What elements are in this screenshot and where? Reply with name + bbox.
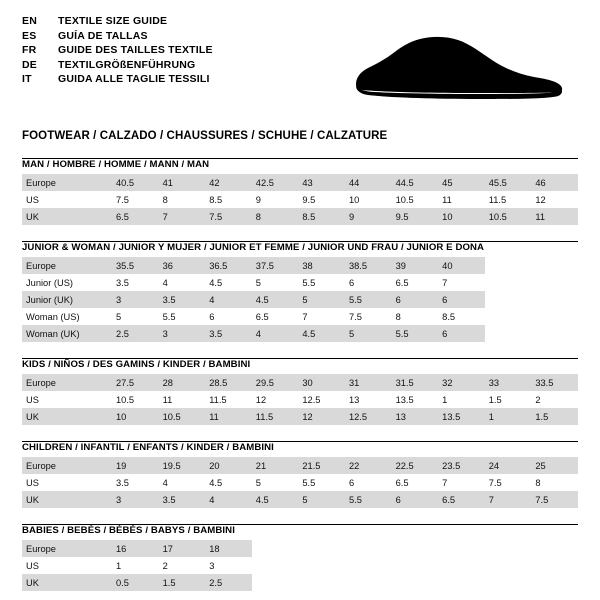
table-cell: 12.5 (298, 391, 345, 408)
section-title: MAN / HOMBRE / HOMME / MANN / MAN (22, 159, 210, 170)
table-cell: 13.5 (438, 408, 485, 425)
table-cell (345, 557, 392, 574)
table-cell: 42 (205, 174, 252, 191)
table-cell: 35.5 (112, 257, 159, 274)
language-title: GUIDE DES TAILLES TEXTILE (58, 44, 213, 56)
table-cell: 37.5 (252, 257, 299, 274)
row-label: UK (22, 208, 112, 225)
table-cell: 11 (438, 191, 485, 208)
table-cell: 6 (438, 291, 485, 308)
size-sections (22, 158, 578, 591)
table-cell (531, 557, 578, 574)
size-section (22, 158, 578, 225)
table-cell: 36 (159, 257, 206, 274)
table-cell: 4.5 (252, 491, 299, 508)
table-cell: 7 (485, 491, 532, 508)
table-cell: 6.5 (392, 474, 439, 491)
table-cell: 6 (438, 325, 485, 342)
table-cell: 3 (159, 325, 206, 342)
table-cell: 4.5 (298, 325, 345, 342)
table-cell: 1 (438, 391, 485, 408)
table-cell: 4 (159, 274, 206, 291)
table-cell: 46 (531, 174, 578, 191)
table-row (22, 274, 578, 291)
table-cell: 10.5 (485, 208, 532, 225)
size-table (22, 457, 578, 508)
table-cell: 19.5 (159, 457, 206, 474)
table-cell: 41 (159, 174, 206, 191)
table-cell: 9 (252, 191, 299, 208)
table-cell: 29.5 (252, 374, 299, 391)
table-cell: 12.5 (345, 408, 392, 425)
table-cell: 5.5 (345, 491, 392, 508)
table-row (22, 291, 578, 308)
table-cell (485, 308, 532, 325)
table-cell (392, 557, 439, 574)
table-cell: 11.5 (205, 391, 252, 408)
row-label: US (22, 391, 112, 408)
table-cell (252, 574, 299, 591)
table-cell: 7 (438, 274, 485, 291)
table-cell: 6.5 (112, 208, 159, 225)
table-cell (485, 274, 532, 291)
row-label: Europe (22, 374, 112, 391)
table-row (22, 457, 578, 474)
table-cell: 1.5 (531, 408, 578, 425)
table-cell (392, 574, 439, 591)
table-cell: 21.5 (298, 457, 345, 474)
table-cell (531, 291, 578, 308)
row-label: US (22, 191, 112, 208)
table-cell: 8 (159, 191, 206, 208)
table-cell: 44.5 (392, 174, 439, 191)
table-cell: 4 (159, 474, 206, 491)
table-cell: 4 (205, 291, 252, 308)
table-cell: 3.5 (112, 474, 159, 491)
table-cell (298, 540, 345, 557)
table-cell: 6.5 (252, 308, 299, 325)
table-cell: 9 (345, 208, 392, 225)
table-cell: 25 (531, 457, 578, 474)
table-cell (485, 325, 532, 342)
table-cell: 5 (345, 325, 392, 342)
language-code: DE (22, 58, 37, 71)
table-cell: 3 (112, 291, 159, 308)
table-row (22, 408, 578, 425)
table-row (22, 257, 578, 274)
table-cell: 7.5 (485, 474, 532, 491)
table-cell: 5.5 (159, 308, 206, 325)
table-cell: 3.5 (159, 291, 206, 308)
table-cell: 5 (298, 291, 345, 308)
language-row (22, 29, 213, 44)
table-cell: 19 (112, 457, 159, 474)
table-cell (438, 557, 485, 574)
table-cell (485, 291, 532, 308)
table-cell: 9.5 (392, 208, 439, 225)
table-cell: 3.5 (205, 325, 252, 342)
table-cell: 6 (392, 491, 439, 508)
table-cell: 4 (252, 325, 299, 342)
table-cell: 32 (438, 374, 485, 391)
table-cell: 6 (345, 274, 392, 291)
size-table (22, 540, 578, 591)
table-cell: 28 (159, 374, 206, 391)
row-label: Junior (UK) (22, 291, 112, 308)
table-cell: 6.5 (438, 491, 485, 508)
table-cell: 12 (531, 191, 578, 208)
language-code: ES (22, 29, 37, 42)
table-cell: 8.5 (438, 308, 485, 325)
table-cell: 31 (345, 374, 392, 391)
table-cell: 22 (345, 457, 392, 474)
table-cell: 8.5 (298, 208, 345, 225)
language-title: GUÍA DE TALLAS (58, 29, 148, 42)
table-cell: 10 (438, 208, 485, 225)
size-section (22, 524, 578, 591)
table-cell: 8 (392, 308, 439, 325)
table-cell: 7 (298, 308, 345, 325)
table-cell (531, 308, 578, 325)
size-section (22, 241, 578, 342)
table-cell: 36.5 (205, 257, 252, 274)
table-cell: 3 (205, 557, 252, 574)
table-cell: 4 (205, 491, 252, 508)
table-cell (531, 574, 578, 591)
table-row (22, 174, 578, 191)
table-cell: 5.5 (345, 291, 392, 308)
table-row (22, 557, 578, 574)
table-cell: 10.5 (112, 391, 159, 408)
table-cell: 1.5 (159, 574, 206, 591)
table-cell: 22.5 (392, 457, 439, 474)
table-cell: 28.5 (205, 374, 252, 391)
document-header (22, 14, 578, 114)
table-cell: 4.5 (205, 274, 252, 291)
table-cell: 0.5 (112, 574, 159, 591)
size-table (22, 174, 578, 225)
table-cell: 1 (485, 408, 532, 425)
table-cell: 7.5 (205, 208, 252, 225)
language-row (22, 43, 213, 58)
language-row (22, 58, 213, 73)
table-cell: 9.5 (298, 191, 345, 208)
table-cell: 17 (159, 540, 206, 557)
page-title: FOOTWEAR / CALZADO / CHAUSSURES / SCHUHE / CALZATURE (22, 130, 388, 142)
table-cell: 40 (438, 257, 485, 274)
language-title: GUIDA ALLE TAGLIE TESSILI (58, 73, 210, 85)
table-cell: 33 (485, 374, 532, 391)
table-cell: 42.5 (252, 174, 299, 191)
table-cell: 23.5 (438, 457, 485, 474)
table-cell: 16 (112, 540, 159, 557)
table-cell (298, 557, 345, 574)
table-cell (392, 540, 439, 557)
table-row (22, 574, 578, 591)
table-row (22, 308, 578, 325)
table-cell: 31.5 (392, 374, 439, 391)
table-cell: 5 (112, 308, 159, 325)
table-cell (345, 574, 392, 591)
row-label: Woman (UK) (22, 325, 112, 342)
table-cell (485, 574, 532, 591)
table-cell: 4.5 (205, 474, 252, 491)
table-cell: 10.5 (392, 191, 439, 208)
table-cell: 6 (205, 308, 252, 325)
table-cell: 39 (392, 257, 439, 274)
table-cell: 2.5 (205, 574, 252, 591)
table-cell: 20 (205, 457, 252, 474)
row-label: Europe (22, 174, 112, 191)
row-label: Europe (22, 257, 112, 274)
table-row (22, 391, 578, 408)
table-cell: 12 (298, 408, 345, 425)
table-cell (485, 540, 532, 557)
table-cell: 45.5 (485, 174, 532, 191)
table-cell: 6 (392, 291, 439, 308)
language-title-list (22, 14, 213, 87)
table-cell: 8 (252, 208, 299, 225)
row-label: UK (22, 408, 112, 425)
table-row (22, 474, 578, 491)
table-cell: 3.5 (112, 274, 159, 291)
table-cell: 2 (531, 391, 578, 408)
table-cell: 4.5 (252, 291, 299, 308)
table-row (22, 191, 578, 208)
language-code: FR (22, 44, 37, 56)
table-cell: 21 (252, 457, 299, 474)
dress-shoe-icon (354, 28, 564, 114)
table-cell (531, 274, 578, 291)
row-label: US (22, 557, 112, 574)
table-cell: 1 (112, 557, 159, 574)
table-row (22, 540, 578, 557)
table-row (22, 208, 578, 225)
table-cell: 5 (252, 274, 299, 291)
table-cell (531, 540, 578, 557)
table-cell: 7 (438, 474, 485, 491)
row-label: Europe (22, 457, 112, 474)
table-cell: 6.5 (392, 274, 439, 291)
table-cell: 7.5 (112, 191, 159, 208)
table-cell (485, 557, 532, 574)
row-label: US (22, 474, 112, 491)
table-cell: 13 (345, 391, 392, 408)
section-title: CHILDREN / INFANTIL / ENFANTS / KINDER / BAMBINI (22, 442, 274, 453)
table-cell (298, 574, 345, 591)
table-cell: 11 (205, 408, 252, 425)
table-cell: 2 (159, 557, 206, 574)
table-cell: 7.5 (345, 308, 392, 325)
table-cell: 3.5 (159, 491, 206, 508)
language-title: TEXTILGRÖßENFÜHRUNG (58, 58, 196, 71)
table-row (22, 491, 578, 508)
table-cell: 13 (392, 408, 439, 425)
table-cell: 38.5 (345, 257, 392, 274)
table-cell: 10 (345, 191, 392, 208)
section-title: JUNIOR & WOMAN / JUNIOR Y MUJER / JUNIOR ET FEMME / JUNIOR UND FRAU / JUNIOR E DONA (22, 242, 485, 253)
language-code: EN (22, 15, 37, 27)
table-cell: 7.5 (531, 491, 578, 508)
table-cell: 2.5 (112, 325, 159, 342)
table-cell: 27.5 (112, 374, 159, 391)
language-title: TEXTILE SIZE GUIDE (58, 15, 168, 27)
language-code: IT (22, 73, 32, 85)
table-cell (345, 540, 392, 557)
table-cell: 7 (159, 208, 206, 225)
table-cell: 30 (298, 374, 345, 391)
table-cell: 5.5 (298, 474, 345, 491)
language-row (22, 14, 213, 29)
size-table (22, 257, 578, 342)
row-label: Woman (US) (22, 308, 112, 325)
table-cell (438, 574, 485, 591)
table-cell: 40.5 (112, 174, 159, 191)
table-cell: 18 (205, 540, 252, 557)
table-cell: 12 (252, 391, 299, 408)
row-label: UK (22, 574, 112, 591)
table-cell: 11 (159, 391, 206, 408)
table-cell: 11 (531, 208, 578, 225)
section-title: BABIES / BEBÉS / BÉBÉS / BABYS / BAMBINI (22, 525, 235, 536)
table-cell: 8 (531, 474, 578, 491)
table-cell: 8.5 (205, 191, 252, 208)
table-cell: 11.5 (485, 191, 532, 208)
size-table (22, 374, 578, 425)
table-cell: 6 (345, 474, 392, 491)
row-label: UK (22, 491, 112, 508)
size-section (22, 441, 578, 508)
table-cell: 43 (298, 174, 345, 191)
table-cell: 38 (298, 257, 345, 274)
table-cell: 10.5 (159, 408, 206, 425)
size-section (22, 358, 578, 425)
table-cell (485, 257, 532, 274)
row-label: Junior (US) (22, 274, 112, 291)
table-cell (438, 540, 485, 557)
table-cell: 3 (112, 491, 159, 508)
table-cell (531, 325, 578, 342)
table-cell: 44 (345, 174, 392, 191)
section-title: KIDS / NIÑOS / DES GAMINS / KINDER / BAMBINI (22, 359, 251, 370)
table-cell (252, 557, 299, 574)
row-label: Europe (22, 540, 112, 557)
table-cell: 5.5 (392, 325, 439, 342)
table-cell: 33.5 (531, 374, 578, 391)
table-cell: 5 (252, 474, 299, 491)
table-cell: 5 (298, 491, 345, 508)
table-row (22, 325, 578, 342)
table-cell: 5.5 (298, 274, 345, 291)
table-cell: 1.5 (485, 391, 532, 408)
table-cell: 45 (438, 174, 485, 191)
table-cell: 24 (485, 457, 532, 474)
table-cell (531, 257, 578, 274)
table-cell: 11.5 (252, 408, 299, 425)
table-cell (252, 540, 299, 557)
table-cell: 10 (112, 408, 159, 425)
table-row (22, 374, 578, 391)
language-row (22, 72, 213, 87)
table-cell: 13.5 (392, 391, 439, 408)
